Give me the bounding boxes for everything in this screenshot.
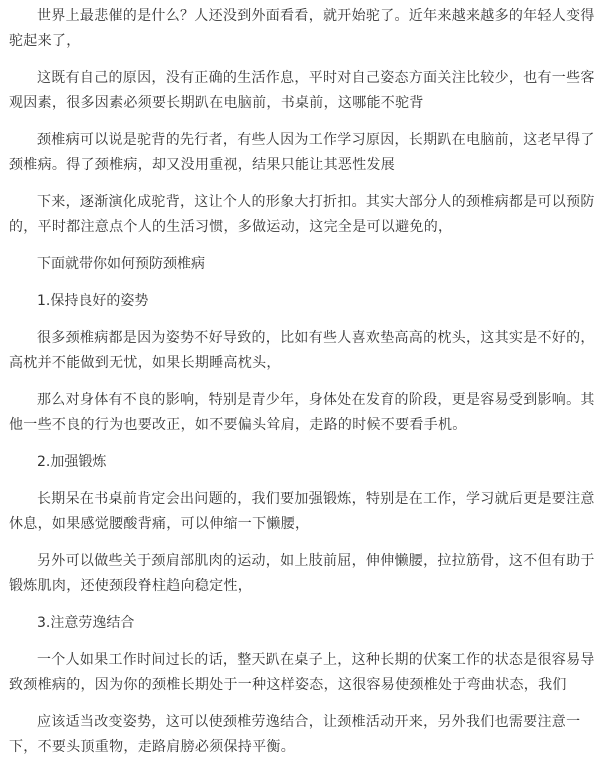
section-heading-balance: 3.注意劳逸结合 [37, 615, 135, 631]
paragraph-change-posture: 应该适当改变姿势，这可以使颈椎劳逸结合，让颈椎活动开来，另外我们也需要注意一下，不要头顶重物，走路肩膀必须保持平衡。 [9, 714, 581, 755]
paragraph-causes: 这既有自己的原因，没有正确的生活作息，平时对自己姿态方面关注比较少，也有一些客观因素，很多因素必须要长期趴在电脑前，书桌前，这哪能不驼背 [9, 70, 595, 111]
paragraph-prevention-intro: 下面就带你如何预防颈椎病 [37, 256, 205, 272]
paragraph-cervical-precursor: 颈椎病可以说是驼背的先行者，有些人因为工作学习原因，长期趴在电脑前，这老早得了颈椎病。得了颈椎病，却又没用重视，结果只能让其恶性发展 [9, 132, 595, 173]
paragraph-prevention-possible: 下来，逐渐演化成驼背，这让个人的形象大打折扣。其实大部分人的颈椎病都是可以预防的，平时都注意点个人的生活习惯，多做运动，这完全是可以避免的， [9, 194, 595, 235]
paragraph-intro: 世界上最悲催的是什么？人还没到外面看看，就开始驼了。近年来越来越多的年轻人变得驼起来了， [9, 8, 595, 49]
paragraph-pillow: 很多颈椎病都是因为姿势不好导致的，比如有些人喜欢垫高高的枕头，这其实是不好的，高枕并不能做到无忧，如果长期睡高枕头， [9, 330, 595, 371]
paragraph-neck-exercise: 另外可以做些关于颈肩部肌肉的运动，如上肢前屈，伸伸懒腰，拉拉筋骨，这不但有助于锻炼肌肉，还使颈段脊柱趋向稳定性， [9, 553, 595, 594]
section-heading-exercise: 2.加强锻炼 [37, 454, 107, 470]
paragraph-long-work: 一个人如果工作时间过长的话，整天趴在桌子上，这种长期的伏案工作的状态是很容易导致颈椎病的，因为你的颈椎长期处于一种这样姿态，这很容易使颈椎处于弯曲状态，我们 [9, 652, 595, 693]
section-heading-posture: 1.保持良好的姿势 [37, 293, 149, 309]
paragraph-bad-habits: 那么对身体有不良的影响，特别是青少年，身体处在发育的阶段，更是容易受到影响。其他一些不良的行为也要改正，如不要偏头耸肩，走路的时候不要看手机。 [9, 392, 595, 433]
paragraph-rest: 长期呆在书桌前肯定会出问题的，我们要加强锻炼，特别是在工作，学习就后更是要注意休息，如果感觉腰酸背痛，可以伸缩一下懒腰， [9, 491, 595, 532]
